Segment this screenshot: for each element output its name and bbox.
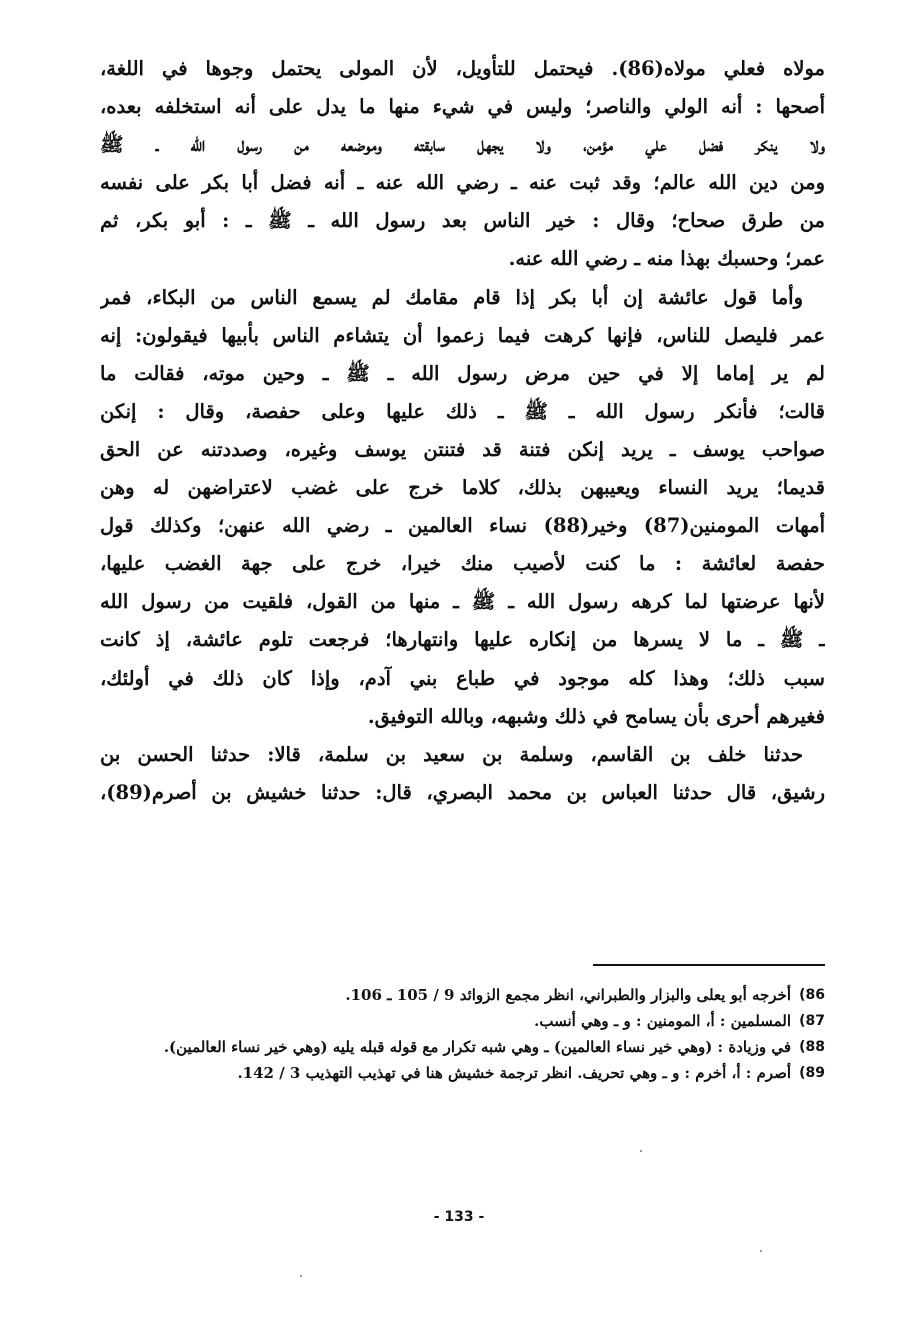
text-line: ولا ينكر فضل علي مؤمن، ولا يجهل سابقته وموضعه من رسول الله ـ ﷺ (100, 133, 825, 157)
footnote-number: 88) (799, 1039, 825, 1055)
text-line: ومن دين الله عالم؛ وقد ثبت عنه ـ رضي الله عنه ـ أنه فضل أبا بكر على نفسه (100, 171, 825, 195)
text-line: عمر؛ وحسبك بهذا منه ـ رضي الله عنه. (508, 247, 825, 271)
footnote-divider (593, 964, 825, 966)
text-line: حدثنا خلف بن القاسم، وسلمة بن سعيد بن سلمة، قالا: حدثنا الحسن بن (100, 742, 803, 766)
scan-speck (760, 1250, 762, 1252)
footnote-text: أخرجه أبو يعلى والبزار والطبراني، انظر مجمع الزوائد 9 / 105 ـ 106. (345, 986, 791, 1004)
main-text (100, 50, 825, 812)
text-line: رشيق، قال حدثنا العباس بن محمد البصري، قال: حدثنا خشيش بن أصرم(89)، (100, 780, 825, 804)
text-line: لم ير إماما إلا في حين مرض رسول الله ـ ﷺ ـ وحين موته، فقالت ما (100, 361, 825, 385)
footnote-item (100, 982, 825, 1008)
text-line: وأما قول عائشة إن أبا بكر إذا قام مقامك لم يسمع الناس من البكاء، فمر (100, 285, 803, 309)
footnotes (100, 982, 825, 1086)
page-number: - 133 - (433, 1209, 485, 1225)
footnote-item (100, 1008, 825, 1034)
text-line: أمهات المومنين(87) وخير(88) نساء العالمين ـ رضي الله عنهن؛ وكذلك قول (100, 514, 825, 538)
text-line: حفصة لعائشة : ما كنت لأصيب منك خيرا، خرج على جهة الغضب عليها، (100, 552, 825, 576)
footnote-number: 86) (799, 987, 825, 1003)
text-line: سبب ذلك؛ وهذا كله موجود في طباع بني آدم، وإذا كان ذلك في أولئك، (100, 666, 825, 690)
footnote-text: في وزيادة : (وهي خير نساء العالمين) ـ وهي شبه تكرار مع قوله قبله يليه (وهي خير نساء العالمين). (163, 1038, 791, 1056)
text-line: قديما؛ يريد النساء ويعيبهن بذلك، كلاما خرج على غضب لاعتراضهن له وهن (100, 476, 825, 500)
text-line: فغيرهم أحرى بأن يسامح في ذلك وشبهه، وبالله التوفيق. (367, 704, 825, 728)
text-line: من طرق صحاح؛ وقال : خير الناس بعد رسول الله ـ ﷺ ـ : أبو بكر، ثم (100, 209, 825, 233)
scan-speck (640, 1150, 642, 1152)
footnote-text: أصرم : أ، أخرم : و ـ وهي تحريف. انظر ترجمة خشيش هنا في تهذيب التهذيب 3 / 142. (237, 1064, 791, 1082)
footnote-number: 87) (799, 1013, 825, 1029)
footnote-text: المسلمين : أ، المومنين : و ـ وهي أنسب. (534, 1012, 791, 1030)
footnote-item (100, 1034, 825, 1060)
footnote-item (100, 1060, 825, 1086)
footnote-number: 89) (799, 1065, 825, 1081)
text-line: عمر فليصل للناس، فإنها كرهت فيما زعموا أن يتشاءم الناس بأبيها فيقولون: إنه (100, 323, 825, 347)
text-line: صواحب يوسف ـ يريد إنكن فتنة قد فتنتن يوسف وغيره، وصددتنه عن الحق (100, 437, 825, 461)
text-line: لأنها عرضتها لما كرهه رسول الله ـ ﷺ ـ منها من القول، فلقيت من رسول الله (100, 590, 825, 614)
text-line: أصحها : أنه الولي والناصر؛ وليس في شيء منها ما يدل على أنه استخلفه بعده، (100, 95, 825, 119)
text-line: ـ ﷺ ـ ما لا يسرها من إنكاره عليها وانتهارها؛ فرجعت تلوم عائشة، إذ كانت (100, 628, 825, 652)
text-line: قالت؛ فأنكر رسول الله ـ ﷺ ـ ذلك عليها وعلى حفصة، وقال : إنكن (100, 399, 825, 423)
scan-speck (300, 1275, 302, 1277)
text-line: مولاه فعلي مولاه(86). فيحتمل للتأويل، لأن المولى يحتمل وجوها في اللغة، (100, 57, 825, 80)
